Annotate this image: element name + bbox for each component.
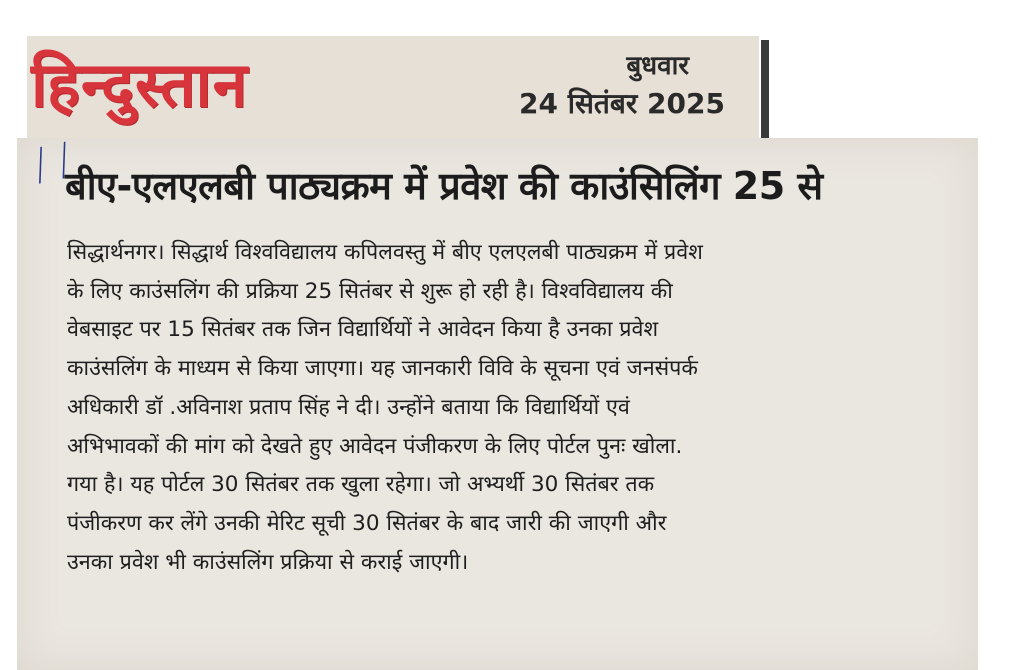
- article-line: पंजीकरण कर लेंगे उनकी मेरिट सूची 30 सितंबर के बाद जारी की जाएगी और: [67, 510, 667, 536]
- article-line: काउंसलिंग के माध्यम से किया जाएगा। यह जानकारी विवि के सूचना एवं जनसंपर्क: [67, 356, 698, 382]
- article-line: अभिभावकों की मांग को देखते हुए आवेदन पंजीकरण के लिए पोर्टल पुनः खोला.: [67, 433, 683, 459]
- article-body: [67, 234, 972, 582]
- masthead: [27, 36, 759, 146]
- article-clipping: [17, 138, 978, 670]
- pen-annotation-mark: ᛁᛁ: [20, 136, 78, 192]
- newspaper-logo: हिन्दुस्तान: [31, 48, 248, 121]
- publication-date: 24 सितंबर 2025: [519, 87, 725, 120]
- masthead-date-block: [519, 48, 725, 124]
- article-line: के लिए काउंसलिंग की प्रक्रिया 25 सितंबर से शुरू हो रही है। विश्वविद्यालय की: [67, 278, 673, 304]
- article-line: सिद्धार्थनगर। सिद्धार्थ विश्वविद्यालय कपिलवस्तु में बीए एलएलबी पाठ्यक्रम में प्रवेश: [67, 240, 703, 265]
- article-headline: बीए-एलएलबी पाठ्यक्रम में प्रवेश की काउंसिलिंग 25 से: [65, 164, 823, 208]
- article-line: अधिकारी डॉ .अविनाश प्रताप सिंह ने दी। उन्होंने बताया कि विद्यार्थियों एवं: [67, 394, 630, 420]
- article-line: वेबसाइट पर 15 सितंबर तक जिन विद्यार्थियों ने आवेदन किया है उनका प्रवेश: [67, 317, 659, 343]
- article-line: उनका प्रवेश भी काउंसलिंग प्रक्रिया से कराई जाएगी।: [67, 549, 469, 575]
- publication-day: बुधवार: [626, 51, 689, 81]
- article-line: गया है। यह पोर्टल 30 सितंबर तक खुला रहेगा। जो अभ्यर्थी 30 सितंबर तक: [67, 472, 655, 498]
